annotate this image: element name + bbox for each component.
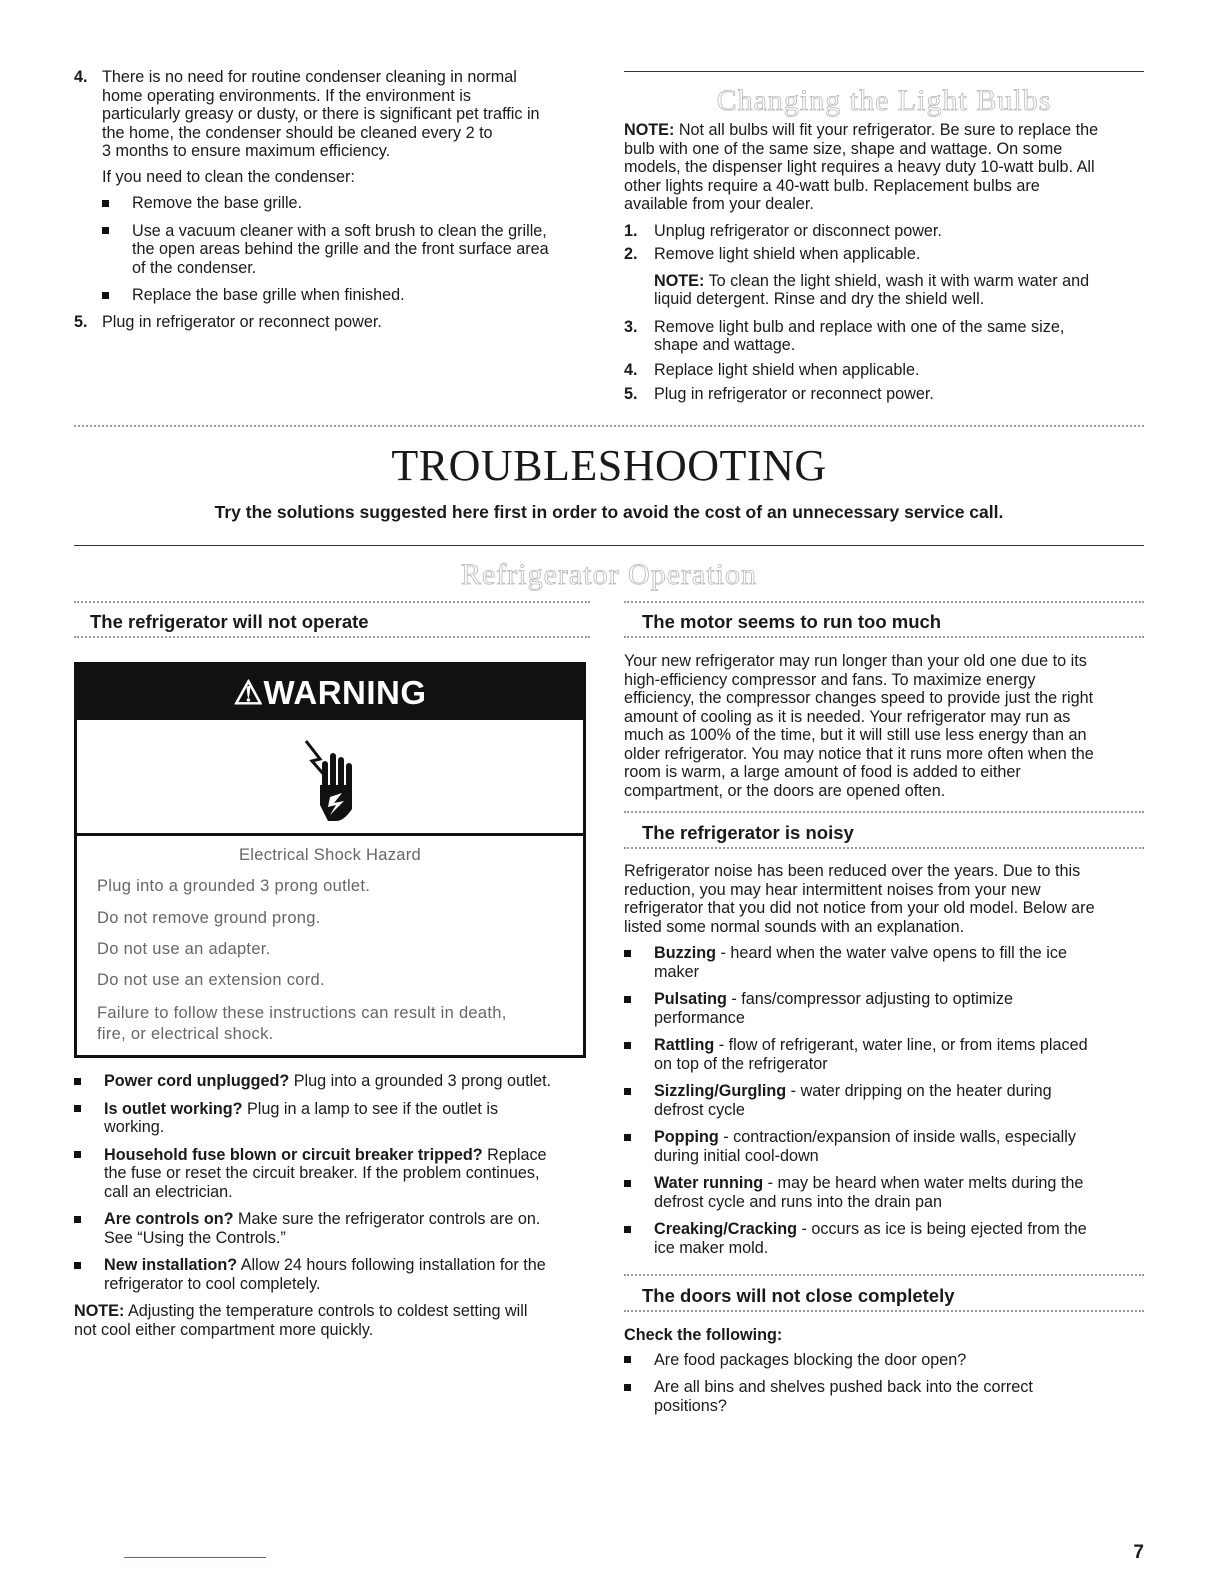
step-number: 5. <box>74 312 88 331</box>
list-item <box>74 1210 604 1247</box>
list-item-text: maker <box>654 962 699 981</box>
warning-line: Plug into a grounded 3 prong outlet. <box>97 877 371 895</box>
step-text: shape and wattage. <box>654 336 796 354</box>
list-item <box>624 1128 1154 1165</box>
sound-label: Buzzing <box>654 944 717 962</box>
warning-line: fire, or electrical shock. <box>97 1025 274 1043</box>
dotted-rule <box>74 425 1144 429</box>
check-label: Household fuse blown or circuit breaker tripped? <box>104 1145 483 1164</box>
step-4 <box>74 68 594 305</box>
list-item <box>102 194 594 213</box>
dotted-rule <box>624 1274 1144 1278</box>
list-item-text <box>654 1220 1154 1239</box>
page-title: TROUBLESHOOTING <box>391 441 827 490</box>
not-operate-heading: The refrigerator will not operate <box>90 611 369 632</box>
list-item-text: See “Using the Controls.” <box>104 1228 286 1247</box>
list-item <box>102 286 594 305</box>
list-item-text <box>104 1100 604 1119</box>
note-text: Not all bulbs will fit your refrigerator. Be sure to replace the <box>674 121 1099 139</box>
dotted-rule <box>624 601 1144 605</box>
note-line: available from your dealer. <box>624 195 814 213</box>
list-item-text: on top of the refrigerator <box>654 1054 828 1073</box>
paragraph-line: Your new refrigerator may run longer than your old one due to its <box>624 652 1087 670</box>
note-line <box>74 1302 604 1321</box>
bullet-icon <box>74 1256 81 1275</box>
note-text: To clean the light shield, wash it with warm water and <box>704 271 1090 290</box>
paragraph-line: compartment, or the doors are opened often. <box>624 781 946 800</box>
bullet-icon <box>624 1351 631 1370</box>
list-item <box>74 1100 604 1137</box>
warning-banner: ⚠WARNING <box>77 665 583 720</box>
warning-line: Do not use an adapter. <box>97 940 271 958</box>
bulb-step-2 <box>624 245 1154 309</box>
list-item <box>624 1036 1154 1073</box>
list-item-text <box>654 990 1154 1009</box>
list-item-text: ice maker mold. <box>654 1238 769 1257</box>
bullet-icon <box>624 1082 631 1101</box>
bullet-icon <box>624 990 631 1009</box>
check-text: Make sure the refrigerator controls are on. <box>233 1210 541 1228</box>
list-item-text: Remove the base grille. <box>132 194 303 212</box>
step-4-line: the home, the condenser should be cleaned every 2 to <box>102 123 493 142</box>
check-text: Plug in a lamp to see if the outlet is <box>242 1099 499 1118</box>
sound-text: - may be heard when water melts during the <box>763 1174 1084 1192</box>
list-item-text <box>104 1210 604 1229</box>
paragraph-line: reduction, you may hear intermittent noises from your new <box>624 880 1041 899</box>
list-item-text: the open areas behind the grille and the front surface area <box>132 240 549 258</box>
paragraph-line: Refrigerator noise has been reduced over the years. Due to this <box>624 862 1081 880</box>
warning-divider <box>77 833 583 836</box>
check-label: Is outlet working? <box>104 1099 243 1118</box>
bullet-icon <box>102 222 109 241</box>
list-item <box>74 1146 604 1202</box>
list-item <box>74 1072 604 1091</box>
step-text: Remove light shield when applicable. <box>654 245 921 263</box>
list-item <box>624 1174 1154 1211</box>
page-subtitle: Try the solutions suggested here first in order to avoid the cost of an unnecessary service call. <box>214 502 1004 522</box>
sound-text: - flow of refrigerant, water line, or from items placed <box>714 1036 1088 1054</box>
motor-heading: The motor seems to run too much <box>642 611 942 632</box>
warning-line: Do not use an extension cord. <box>97 971 325 989</box>
list-item-text: the fuse or reset the circuit breaker. If the problem continues, <box>104 1164 540 1182</box>
bullet-icon <box>624 944 631 963</box>
list-item-text: working. <box>104 1118 165 1136</box>
check-label: Power cord unplugged? <box>104 1072 290 1090</box>
sound-text: - fans/compressor adjusting to optimize <box>726 990 1013 1008</box>
step-text: Plug in refrigerator or reconnect power. <box>654 385 934 403</box>
footer-rule <box>124 1557 266 1558</box>
warning-line: Failure to follow these instructions can result in death, <box>97 1004 507 1022</box>
warning-box <box>74 662 586 1058</box>
step-4-line: home operating environments. If the environment is <box>102 86 471 105</box>
doors-heading: The doors will not close completely <box>642 1285 955 1306</box>
list-item-text: of the condenser. <box>132 258 257 277</box>
step-text: Unplug refrigerator or disconnect power. <box>654 221 942 240</box>
list-item <box>624 1082 1154 1119</box>
dotted-rule <box>624 811 1144 815</box>
note-line: bulb with one of the same size, shape and wattage. On some <box>624 139 1063 158</box>
sound-label: Popping <box>654 1128 719 1146</box>
condenser-intro: If you need to clean the condenser: <box>102 167 355 186</box>
check-label: New installation? <box>104 1256 238 1274</box>
list-item-text: positions? <box>654 1396 727 1415</box>
sound-label: Pulsating <box>654 990 727 1008</box>
sound-text: - contraction/expansion of inside walls, especially <box>718 1128 1076 1146</box>
bullet-icon <box>102 194 109 213</box>
step-number: 2. <box>624 245 638 263</box>
sound-label: Rattling <box>654 1036 715 1054</box>
light-bulbs-section <box>624 121 1154 404</box>
condenser-steps <box>74 68 594 331</box>
list-item-text: during initial cool-down <box>654 1146 819 1165</box>
sound-text: - heard when the water valve opens to fill the ice <box>716 944 1067 962</box>
paragraph-line: efficiency, the compressor changes speed to provide just the right <box>624 689 1094 707</box>
check-label: Are controls on? <box>104 1210 234 1228</box>
sound-label: Water running <box>654 1174 764 1192</box>
step-text: Replace light shield when applicable. <box>654 360 920 379</box>
list-item-text <box>654 1036 1154 1055</box>
step-number: 4. <box>74 68 88 86</box>
list-item-text <box>104 1146 604 1165</box>
list-item <box>74 1256 604 1293</box>
list-item-text: Replace the base grille when finished. <box>132 286 405 304</box>
list-item-text: defrost cycle <box>654 1100 745 1119</box>
paragraph-line: room is warm, a large amount of food is added to either <box>624 763 1021 781</box>
dotted-rule <box>624 847 1144 851</box>
sound-text: - occurs as ice is being ejected from the <box>797 1220 1087 1238</box>
note-line: not cool either compartment more quickly. <box>74 1320 374 1339</box>
list-item-text: refrigerator to cool completely. <box>104 1274 321 1293</box>
bullet-icon <box>74 1072 81 1091</box>
check-heading: Check the following: <box>624 1326 783 1344</box>
dotted-rule <box>74 601 590 605</box>
list-item <box>624 944 1154 981</box>
list-item-text: Use a vacuum cleaner with a soft brush to clean the grille, <box>132 221 547 240</box>
not-operate-checks <box>74 1072 604 1339</box>
list-item <box>102 222 594 278</box>
step-number: 4. <box>624 360 638 379</box>
electrical-shock-icon <box>300 735 360 827</box>
list-item-text: performance <box>654 1008 745 1027</box>
step-5 <box>74 313 594 332</box>
section-rule <box>74 545 1144 546</box>
list-item <box>624 1351 1154 1370</box>
list-item <box>624 1378 1154 1415</box>
note-line: models, the dispenser light requires a heavy duty 10-watt bulb. All <box>624 158 1095 176</box>
note-text: Adjusting the temperature controls to coldest setting will <box>124 1302 528 1320</box>
paragraph-line: refrigerator that you did not notice from your old model. Below are <box>624 899 1095 917</box>
paragraph-line: amount of cooling as it is needed. Your refrigerator may run as <box>624 707 1071 726</box>
list-item-text: defrost cycle and runs into the drain pan <box>654 1192 942 1211</box>
list-item-text <box>654 1082 1154 1101</box>
sound-label: Sizzling/Gurgling <box>654 1082 787 1100</box>
page-number: 7 <box>1133 1542 1144 1563</box>
paragraph-line: listed some normal sounds with an explanation. <box>624 917 965 936</box>
paragraph-line: high-efficiency compressor and fans. To maximize energy <box>624 670 1036 689</box>
doors-section <box>624 1326 1154 1415</box>
list-item-text: Are food packages blocking the door open? <box>654 1350 967 1369</box>
bullet-icon <box>74 1146 81 1165</box>
bullet-icon <box>74 1100 81 1119</box>
step-number: 5. <box>624 385 638 403</box>
noisy-section <box>624 862 1154 1257</box>
bullet-icon <box>102 286 109 305</box>
step-5-text: Plug in refrigerator or reconnect power. <box>102 312 382 331</box>
check-text: Plug into a grounded 3 prong outlet. <box>289 1072 552 1090</box>
note-line: other lights require a 40-watt bulb. Replacement bulbs are <box>624 176 1040 195</box>
list-item-text: call an electrician. <box>104 1182 233 1201</box>
note-label: NOTE: <box>74 1302 125 1320</box>
paragraph-line: older refrigerator. You may notice that it runs more often when the <box>624 744 1094 763</box>
bullet-icon <box>74 1210 81 1229</box>
step-number: 3. <box>624 317 638 336</box>
sound-text: - water dripping on the heater during <box>786 1082 1052 1100</box>
section-heading: Refrigerator Operation <box>460 558 758 591</box>
list-item <box>624 1220 1154 1257</box>
bullet-icon <box>624 1128 631 1147</box>
step-note-line: liquid detergent. Rinse and dry the shield well. <box>654 290 985 308</box>
bulb-step-4 <box>624 361 1154 380</box>
bullet-icon <box>624 1220 631 1239</box>
list-item-text <box>104 1072 604 1091</box>
bulb-step-1 <box>624 222 1154 241</box>
note-label: NOTE: <box>654 271 705 290</box>
step-note-line <box>654 272 1154 291</box>
bullet-icon <box>624 1378 631 1397</box>
list-item-text <box>104 1256 604 1275</box>
warning-line: Do not remove ground prong. <box>97 909 321 927</box>
bulb-step-3 <box>624 318 1154 355</box>
section-rule <box>624 71 1144 72</box>
list-item-text: Are all bins and shelves pushed back into the correct <box>654 1378 1033 1396</box>
bullet-icon <box>624 1174 631 1193</box>
note-line <box>624 121 1154 140</box>
note-label: NOTE: <box>624 121 675 139</box>
paragraph-line: much as 100% of the time, but it will still use less energy than an <box>624 726 1087 744</box>
dotted-rule <box>624 1310 1144 1314</box>
light-bulbs-heading: Changing the Light Bulbs <box>716 84 1052 117</box>
list-item-text <box>654 1174 1154 1193</box>
list-item <box>624 990 1154 1027</box>
motor-text <box>624 652 1154 800</box>
step-4-line: particularly greasy or dusty, or there is significant pet traffic in <box>102 105 540 123</box>
hazard-title: Electrical Shock Hazard <box>238 846 422 864</box>
noisy-heading: The refrigerator is noisy <box>642 822 854 843</box>
check-text: Replace <box>482 1145 547 1164</box>
bulb-step-5 <box>624 385 1154 404</box>
check-text: Allow 24 hours following installation for the <box>237 1256 546 1274</box>
list-item-text <box>654 944 1154 963</box>
dotted-rule <box>74 636 590 640</box>
list-item-text <box>654 1128 1154 1147</box>
bullet-icon <box>624 1036 631 1055</box>
sound-label: Creaking/Cracking <box>654 1220 798 1238</box>
step-text: Remove light bulb and replace with one of the same size, <box>654 317 1065 336</box>
dotted-rule <box>624 636 1144 640</box>
step-4-line: There is no need for routine condenser cleaning in normal <box>102 68 517 86</box>
step-number: 1. <box>624 221 638 240</box>
step-4-line: 3 months to ensure maximum efficiency. <box>102 142 391 160</box>
